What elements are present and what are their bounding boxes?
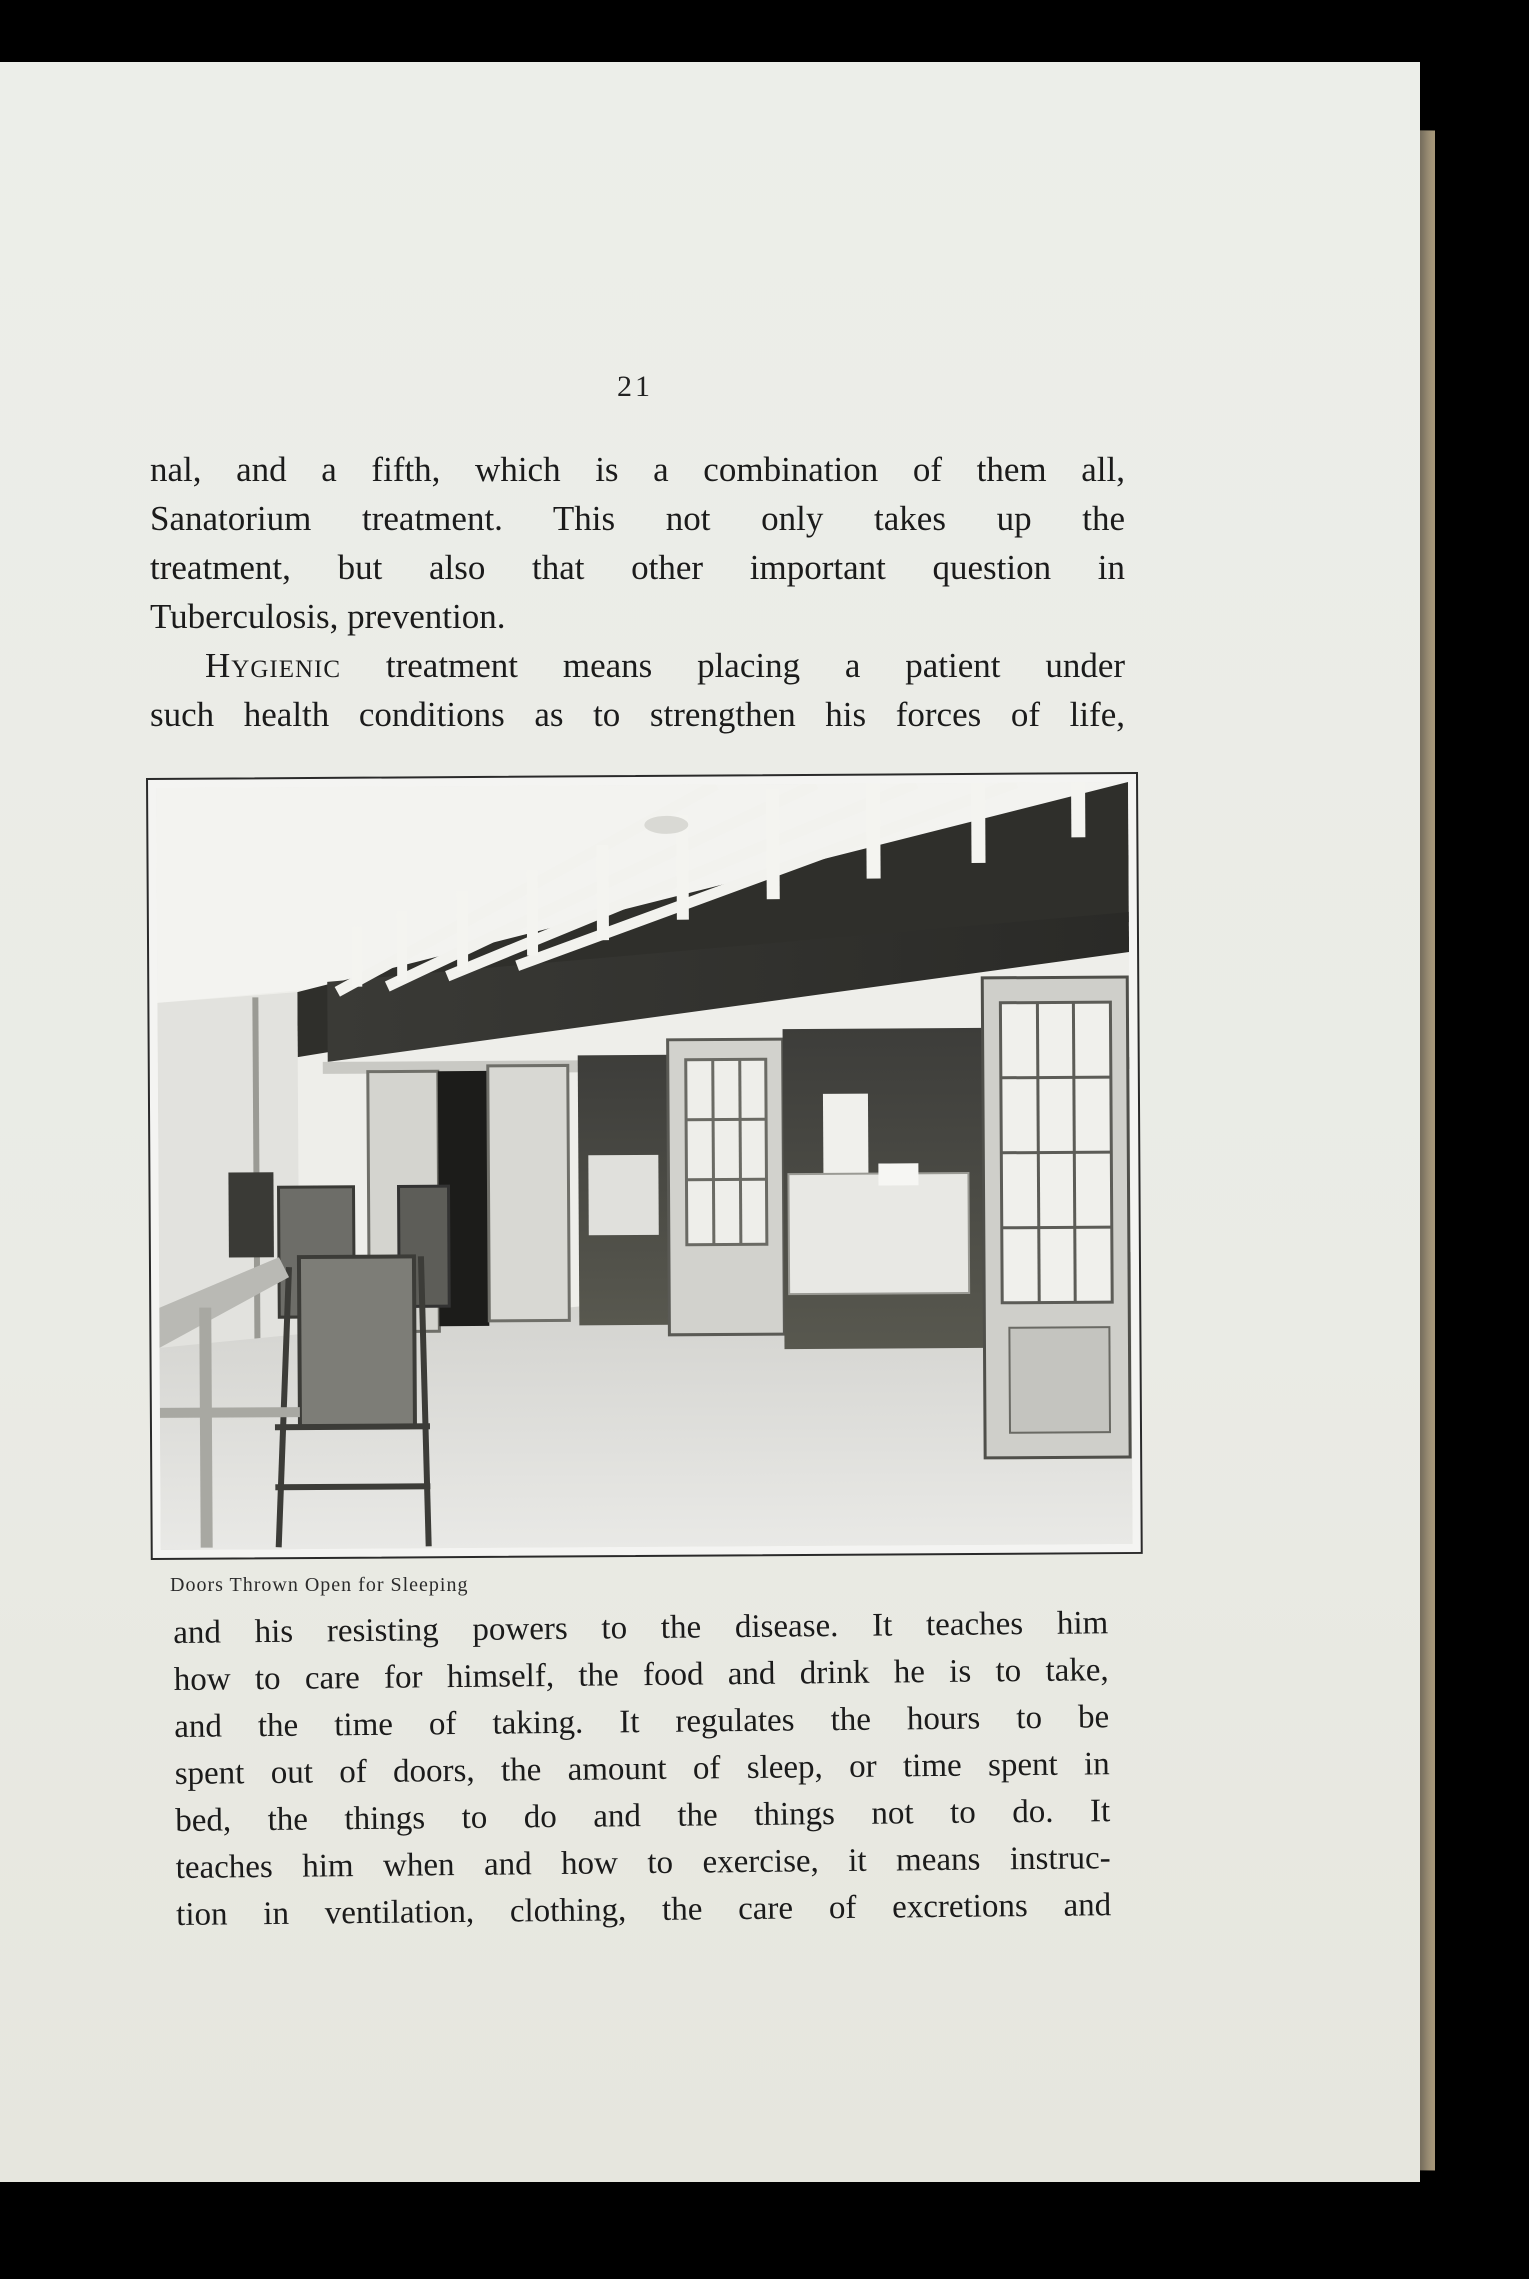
hygienic-line-1-rest: treatment means placing a patient under	[385, 646, 1126, 685]
figure-caption: Doors Thrown Open for Sleeping	[170, 1574, 469, 1596]
text-line: Tuberculosis, prevention.	[150, 597, 506, 636]
text-line: tion in ventilation, clothing, the care of excretions and	[176, 1887, 1112, 1933]
text-line: spent out of doors, the amount of sleep, or time spent in	[174, 1746, 1110, 1792]
hygienic-line-1	[150, 641, 1125, 690]
text-line: and the time of taking. It regulates the hours to be	[174, 1699, 1110, 1745]
page-number: 21	[617, 370, 653, 403]
text-line: how to care for himself, the food and drink he is to take,	[173, 1652, 1109, 1698]
hygienic-lead-word: Hygienic	[205, 646, 342, 685]
photograph-sleeping-porch	[146, 772, 1143, 1560]
text-line: treatment, but also that other important question in	[150, 548, 1125, 587]
text-line: and his resisting powers to the disease. It teaches him	[173, 1605, 1109, 1651]
hygienic-line-2: such health conditions as to strengthen his forces of life,	[150, 695, 1125, 734]
text-line: bed, the things to do and the things not to do. It	[175, 1793, 1111, 1839]
bottom-paragraph	[173, 1600, 1111, 1939]
photo-illustration	[156, 782, 1133, 1550]
top-paragraph	[150, 445, 1125, 739]
text-line: teaches him when and how to exercise, it means instruc-	[175, 1840, 1111, 1886]
text-line: Sanatorium treatment. This not only takes up the	[150, 499, 1125, 538]
text-line: nal, and a fifth, which is a combination of them all,	[150, 450, 1125, 489]
